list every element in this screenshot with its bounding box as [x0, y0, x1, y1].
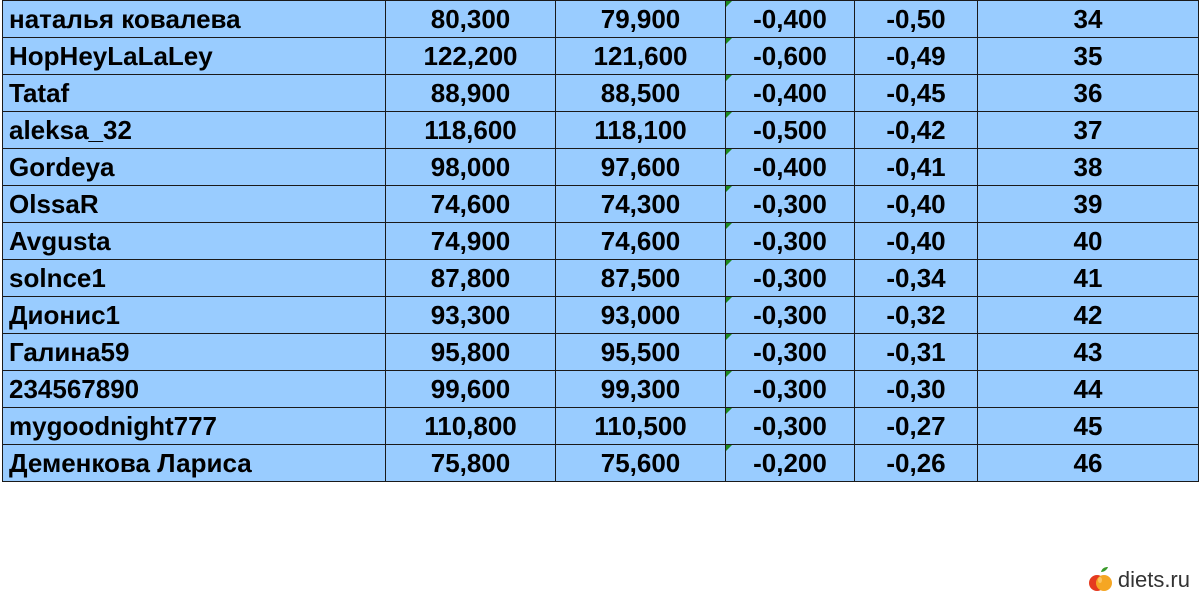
table-row: [3, 297, 1199, 334]
results-table: [2, 0, 1199, 482]
rank-cell: 36: [978, 75, 1199, 112]
start-weight-cell: 98,000: [386, 149, 556, 186]
current-weight-cell: 87,500: [556, 260, 726, 297]
table-row: [3, 371, 1199, 408]
start-weight-cell: 99,600: [386, 371, 556, 408]
weight-change-cell: -0,400: [726, 75, 855, 112]
table-row: [3, 223, 1199, 260]
weight-change-cell: -0,300: [726, 297, 855, 334]
percent-change-cell: -0,40: [855, 223, 978, 260]
weight-change-cell: -0,300: [726, 408, 855, 445]
current-weight-cell: 121,600: [556, 38, 726, 75]
table-row: [3, 334, 1199, 371]
percent-change-cell: -0,34: [855, 260, 978, 297]
participant-name-cell: Tataf: [3, 75, 386, 112]
weight-change-cell: -0,400: [726, 149, 855, 186]
rank-cell: 38: [978, 149, 1199, 186]
rank-cell: 46: [978, 445, 1199, 482]
weight-change-cell: -0,300: [726, 260, 855, 297]
start-weight-cell: 93,300: [386, 297, 556, 334]
start-weight-cell: 122,200: [386, 38, 556, 75]
start-weight-cell: 95,800: [386, 334, 556, 371]
rank-cell: 39: [978, 186, 1199, 223]
percent-change-cell: -0,32: [855, 297, 978, 334]
rank-cell: 42: [978, 297, 1199, 334]
weight-change-cell: -0,300: [726, 334, 855, 371]
start-weight-cell: 87,800: [386, 260, 556, 297]
current-weight-cell: 97,600: [556, 149, 726, 186]
participant-name-cell: Gordeya: [3, 149, 386, 186]
table-row: [3, 260, 1199, 297]
weight-change-cell: -0,300: [726, 371, 855, 408]
rank-cell: 34: [978, 1, 1199, 38]
start-weight-cell: 88,900: [386, 75, 556, 112]
weight-change-cell: -0,300: [726, 223, 855, 260]
percent-change-cell: -0,30: [855, 371, 978, 408]
weight-change-cell: -0,300: [726, 186, 855, 223]
table-row: [3, 38, 1199, 75]
weight-change-cell: -0,400: [726, 1, 855, 38]
fruit-logo-icon: [1088, 566, 1114, 594]
rank-cell: 43: [978, 334, 1199, 371]
start-weight-cell: 75,800: [386, 445, 556, 482]
participant-name-cell: Avgusta: [3, 223, 386, 260]
current-weight-cell: 74,300: [556, 186, 726, 223]
rank-cell: 45: [978, 408, 1199, 445]
percent-change-cell: -0,40: [855, 186, 978, 223]
current-weight-cell: 88,500: [556, 75, 726, 112]
site-logo: [1088, 566, 1190, 594]
percent-change-cell: -0,49: [855, 38, 978, 75]
percent-change-cell: -0,31: [855, 334, 978, 371]
table-row: [3, 186, 1199, 223]
current-weight-cell: 74,600: [556, 223, 726, 260]
percent-change-cell: -0,45: [855, 75, 978, 112]
rank-cell: 44: [978, 371, 1199, 408]
rank-cell: 41: [978, 260, 1199, 297]
current-weight-cell: 118,100: [556, 112, 726, 149]
current-weight-cell: 93,000: [556, 297, 726, 334]
start-weight-cell: 74,900: [386, 223, 556, 260]
logo-text: diets.ru: [1117, 567, 1190, 592]
participant-name-cell: Деменкова Лариса: [3, 445, 386, 482]
percent-change-cell: -0,26: [855, 445, 978, 482]
percent-change-cell: -0,42: [855, 112, 978, 149]
table-row: [3, 445, 1199, 482]
rank-cell: 35: [978, 38, 1199, 75]
participant-name-cell: Галина59: [3, 334, 386, 371]
table-row: [3, 149, 1199, 186]
current-weight-cell: 95,500: [556, 334, 726, 371]
participant-name-cell: aleksa_32: [3, 112, 386, 149]
participant-name-cell: solnce1: [3, 260, 386, 297]
participant-name-cell: Дионис1: [3, 297, 386, 334]
start-weight-cell: 80,300: [386, 1, 556, 38]
participant-name-cell: HopHeyLaLaLey: [3, 38, 386, 75]
table-row: [3, 408, 1199, 445]
participant-name-cell: наталья ковалева: [3, 1, 386, 38]
current-weight-cell: 75,600: [556, 445, 726, 482]
weight-change-cell: -0,600: [726, 38, 855, 75]
start-weight-cell: 118,600: [386, 112, 556, 149]
participant-name-cell: 234567890: [3, 371, 386, 408]
rank-cell: 40: [978, 223, 1199, 260]
table-row: [3, 75, 1199, 112]
current-weight-cell: 99,300: [556, 371, 726, 408]
table-row: [3, 1, 1199, 38]
participant-name-cell: OlssaR: [3, 186, 386, 223]
current-weight-cell: 79,900: [556, 1, 726, 38]
rank-cell: 37: [978, 112, 1199, 149]
start-weight-cell: 110,800: [386, 408, 556, 445]
percent-change-cell: -0,50: [855, 1, 978, 38]
table-row: [3, 112, 1199, 149]
current-weight-cell: 110,500: [556, 408, 726, 445]
percent-change-cell: -0,27: [855, 408, 978, 445]
weight-change-cell: -0,200: [726, 445, 855, 482]
start-weight-cell: 74,600: [386, 186, 556, 223]
percent-change-cell: -0,41: [855, 149, 978, 186]
weight-change-cell: -0,500: [726, 112, 855, 149]
participant-name-cell: mygoodnight777: [3, 408, 386, 445]
